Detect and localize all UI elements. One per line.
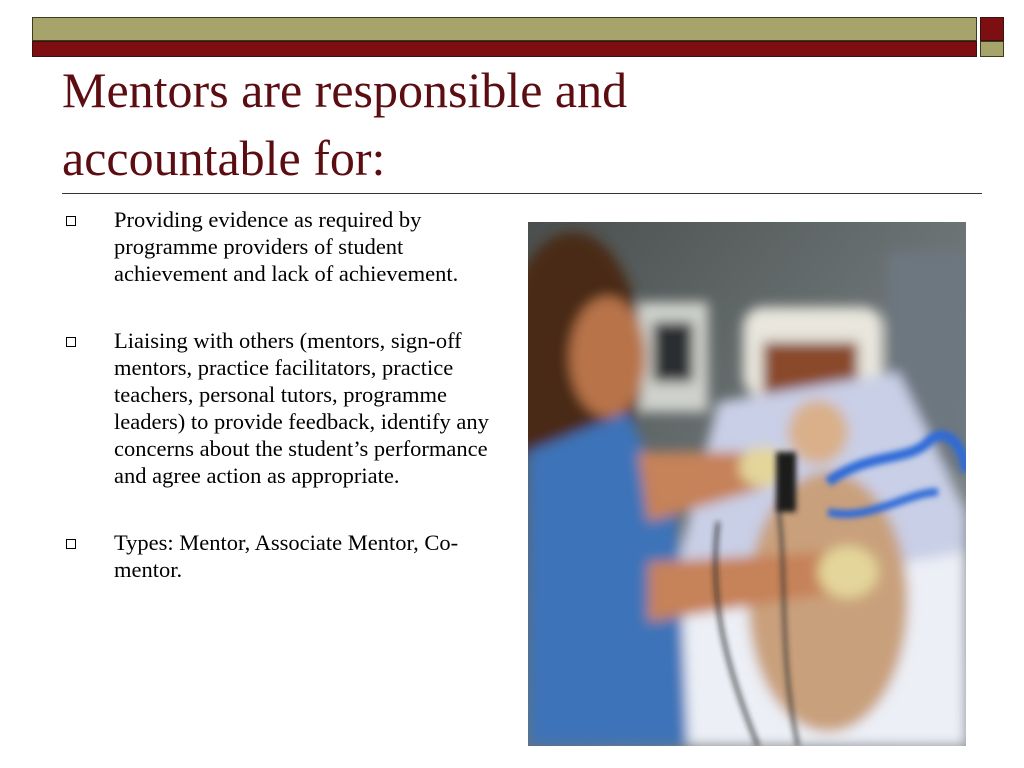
- bullet-text: Liaising with others (mentors, sign-off mentors, practice facilitators, practice teachers, personal tutors, programme leaders) to provide feedback, identify any concerns about the student’s performance and agree action as appropriate.: [114, 328, 489, 488]
- header-square-olive: [980, 41, 1004, 57]
- bullet-list: [62, 206, 492, 623]
- hollow-square-bullet-icon: [66, 337, 76, 347]
- bullet-item: [62, 529, 492, 583]
- slide-title: Mentors are responsible and accountable for:: [62, 62, 628, 186]
- header-bar-olive: [32, 17, 977, 41]
- bullet-item: [62, 206, 492, 287]
- bullet-item: [62, 327, 492, 489]
- header-bar-maroon: [32, 41, 977, 57]
- medical-resuscitation-photo: [528, 222, 966, 746]
- bullet-text: Types: Mentor, Associate Mentor, Co-mentor.: [114, 530, 459, 582]
- title-divider: [62, 193, 982, 194]
- header-square-maroon: [980, 17, 1004, 41]
- hollow-square-bullet-icon: [66, 539, 76, 549]
- hollow-square-bullet-icon: [66, 216, 76, 226]
- bullet-text: Providing evidence as required by programme providers of student achievement and lack of achievement.: [114, 207, 459, 286]
